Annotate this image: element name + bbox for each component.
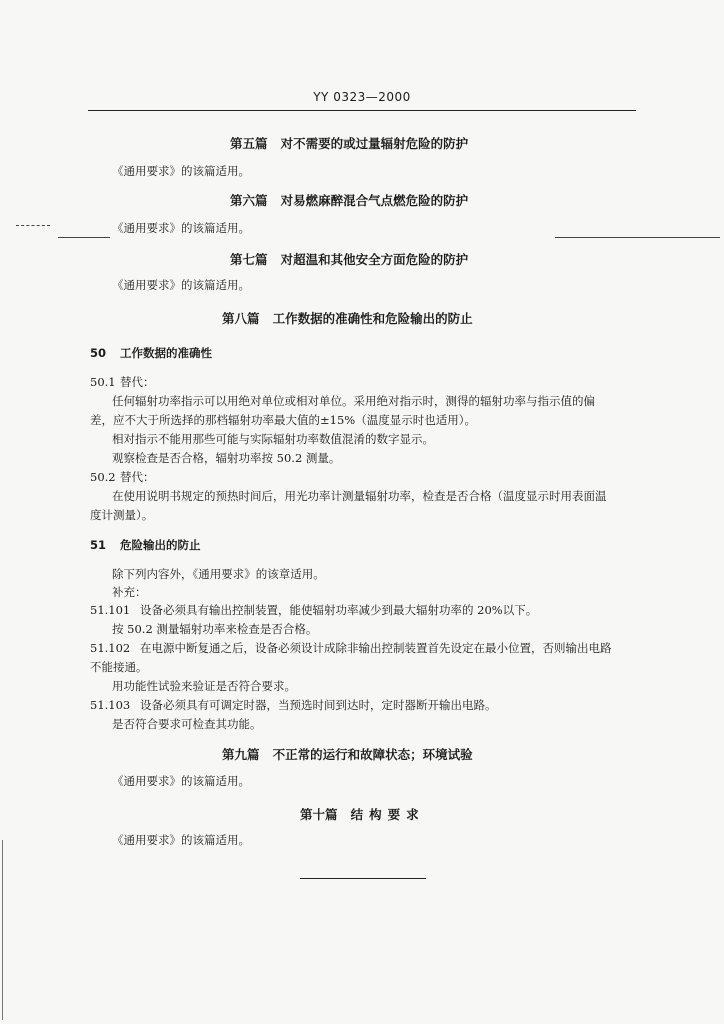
paragraph-line: 不能接通。 <box>90 660 148 674</box>
subclause-line: 51.103 设备必须具有可调定时器，当预选时间到达时，定时器断开输出电路。 <box>90 698 497 712</box>
paragraph-line: 任何辐射功率指示可以用绝对单位或相对单位。采用绝对指示时，测得的辐射功率与指示值的偏 <box>112 394 595 408</box>
subclause-label: 50.2 替代： <box>90 470 155 484</box>
part-body: 《通用要求》的该篇适用。 <box>112 278 250 292</box>
paragraph-line: 按 50.2 测量辐射功率来检查是否合格。 <box>112 622 318 636</box>
scan-mark <box>16 225 50 226</box>
part-heading: 第六篇 对易燃麻醉混合气点燃危险的防护 <box>230 193 469 208</box>
paragraph-line: 用功能性试验来验证是否符合要求。 <box>112 679 296 693</box>
paragraph-line: 在使用说明书规定的预热时间后，用光功率计测量辐射功率，检查是否合格（温度显示时用表面温 <box>112 489 607 503</box>
header-divider <box>88 110 636 111</box>
part-heading: 第五篇 对不需要的或过量辐射危险的防护 <box>230 136 469 151</box>
paragraph-line: 除下列内容外，《通用要求》的该章适用。 <box>112 567 325 581</box>
paragraph-line: 补充： <box>112 585 147 599</box>
subclause-line: 51.102 在电源中断复通之后，设备必须设计成除非输出控制装置首先设定在最小位置，否则输出电路 <box>90 641 612 655</box>
end-rule <box>300 878 426 879</box>
scan-edge <box>2 840 3 1020</box>
part-heading: 第八篇 工作数据的准确性和危险输出的防止 <box>222 311 473 326</box>
paragraph-line: 观察检查是否合格，辐射功率按 50.2 测量。 <box>112 451 341 465</box>
part-heading: 第九篇 不正常的运行和故障状态；环境试验 <box>222 747 473 762</box>
clause-heading: 50 工作数据的准确性 <box>90 346 212 360</box>
part-body: 《通用要求》的该篇适用。 <box>112 221 250 235</box>
paragraph-line: 度计测量）。 <box>90 508 154 522</box>
part-body: 《通用要求》的该篇适用。 <box>112 164 250 178</box>
clause-heading: 51 危险输出的防止 <box>90 538 201 552</box>
scan-mark <box>555 237 720 238</box>
part-body: 《通用要求》的该篇适用。 <box>112 774 250 788</box>
paragraph-line: 是否符合要求可检查其功能。 <box>112 717 262 731</box>
subclause-line: 51.101 设备必须具有输出控制装置，能使辐射功率减少到最大辐射功率的 20%以下。 <box>90 603 538 617</box>
part-heading: 第十篇 结构要求 <box>300 807 425 822</box>
paragraph-line: 差，应不大于所选择的那档辐射功率最大值的±15%（温度显示时也适用）。 <box>90 413 476 427</box>
scan-mark <box>58 237 110 238</box>
part-body: 《通用要求》的该篇适用。 <box>112 833 250 847</box>
subclause-label: 50.1 替代： <box>90 375 155 389</box>
standard-number: YY 0323—2000 <box>313 90 411 104</box>
part-heading: 第七篇 对超温和其他安全方面危险的防护 <box>230 252 469 267</box>
paragraph-line: 相对指示不能用那些可能与实际辐射功率数值混淆的数字显示。 <box>112 432 434 446</box>
